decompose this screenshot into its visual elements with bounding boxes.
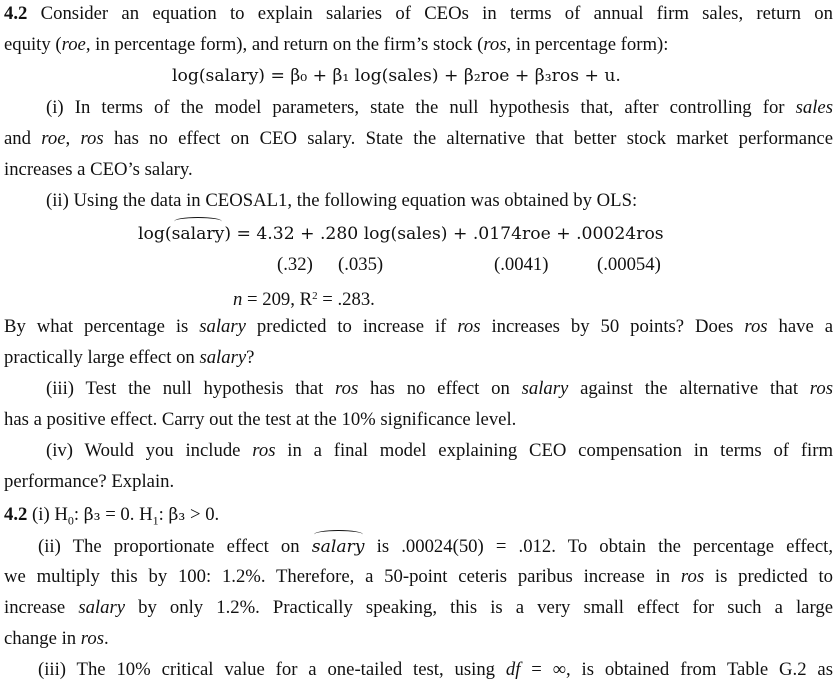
std-error-3: (.0041)	[494, 254, 549, 275]
problem-intro-line-2: equity (roe, in percentage form), and return on the firm’s stock (ros, in percentage form):	[4, 34, 669, 55]
std-error-2: (.035)	[338, 254, 384, 275]
model-equation: log(salary) = β₀ + β₁ log(sales) + β₂roe + β₃ros + u.	[172, 66, 621, 86]
std-error-4: (.00054)	[597, 254, 661, 275]
question-line-2: practically large effect on salary?	[4, 347, 255, 368]
part-iii-line-2: has a positive effect. Carry out the test at the 10% significance level.	[4, 409, 517, 430]
problem-intro-line-1: 4.2 Consider an equation to explain salaries of CEOs in terms of annual firm sales, return on	[4, 3, 833, 24]
solution-part-iii-line-1: (iii) The 10% critical value for a one-tailed test, using df = ∞, is obtained from Table G.2 as	[38, 659, 833, 680]
estimated-equation: log(salary) = 4.32 + .280 log(sales) + .0174roe + .00024ros	[138, 224, 664, 244]
solution-part-ii-line-3: increase salary by only 1.2%. Practically speaking, this is a very small effect for such a large	[4, 597, 833, 618]
question-line-1: By what percentage is salary predicted to increase if ros increases by 50 points? Does ros have a	[4, 316, 833, 337]
part-i-line-3: increases a CEO’s salary.	[4, 159, 193, 180]
std-error-1: (.32)	[277, 254, 313, 275]
part-iii-line-1: (iii) Test the null hypothesis that ros has no effect on salary against the alternative that ros	[46, 378, 833, 399]
solution-part-ii-line-2: we multiply this by 100: 1.2%. Therefore, a 50-point ceteris paribus increase in ros is predicted to	[4, 566, 833, 587]
part-i-line-2: and roe, ros has no effect on CEO salary. State the alternative that better stock market performance	[4, 128, 834, 149]
part-iv-line-2: performance? Explain.	[4, 471, 175, 492]
regression-stats: n = 209, $R^2 = .283$.	[233, 289, 375, 310]
part-iv-line-1: (iv) Would you include ros in a final model explaining CEO compensation in terms of firm	[46, 440, 833, 461]
part-ii-line-1: (ii) Using the data in CEOSAL1, the following equation was obtained by OLS:	[46, 190, 638, 211]
solution-number: 4.2	[4, 504, 28, 525]
solution-part-i: 4.2 (i) $H_0$: β₃ = 0. $H_1$: β₃ > 0.	[4, 504, 220, 528]
solution-part-ii-line-4: change in ros.	[4, 628, 109, 649]
solution-part-ii-line-1: (ii) The proportionate effect on salary is .00024(50) = .012. To obtain the percentage effect,	[38, 536, 833, 557]
problem-number: 4.2	[4, 3, 28, 24]
part-i-line-1: (i) In terms of the model parameters, state the null hypothesis that, after controlling for sales	[46, 97, 833, 118]
